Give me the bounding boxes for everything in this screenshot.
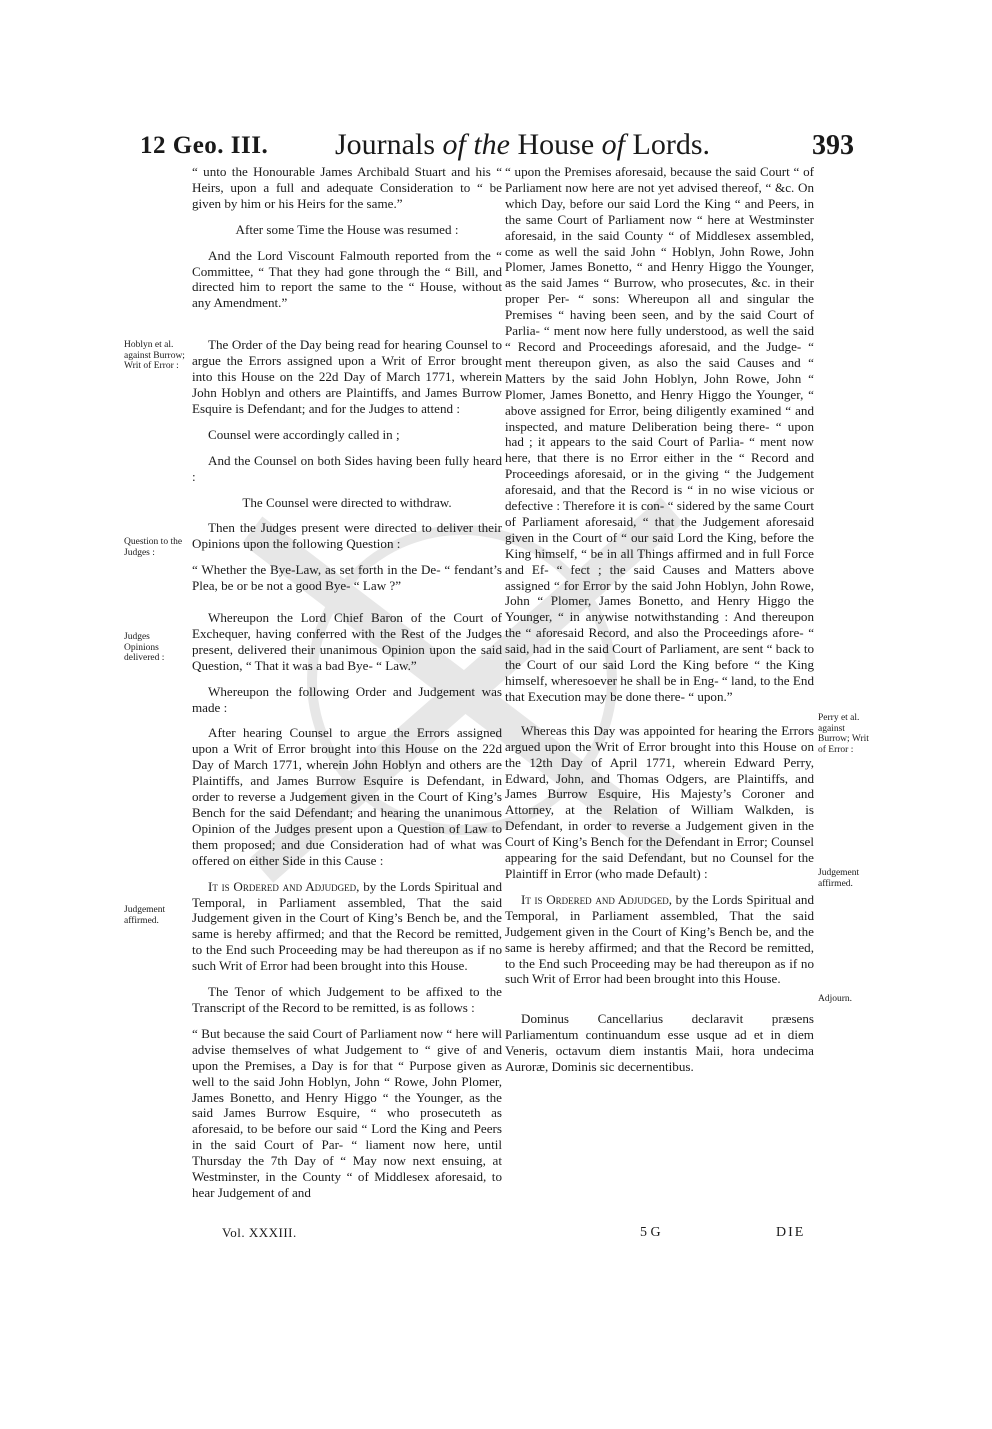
header-title-of-the: of the — [442, 128, 510, 161]
page-header — [0, 128, 992, 168]
left-para-3: And the Lord Viscount Falmouth reported from the “ Committee, “ That they had gone through the “ Bill, and directed him to report the same to the “ House, without any Amendment.” — [192, 247, 502, 311]
left-para-7: The Counsel were directed to withdraw. — [242, 494, 452, 510]
left-para-12: After hearing Counsel to argue the Errors assigned upon a Writ of Error brought into this House on the 22d Day of March 1771, wherein John Hoblyn and others are Plaintiffs, and James Burrow Esquire is Defendant, in order to reverse a Judgement given in the Court of King’s Bench for the said Defendant; and hearing the unanimous Opinion of the Judges present upon a Question of Law to them proposed; and due Consideration had of what was offered on either Side in this Cause : — [192, 725, 502, 868]
left-para-1: “ unto the Honourable James Archibald Stuart and his “ Heirs, upon a full and adequate Consideration to “ be given by him or his Heirs for the same.” — [192, 164, 502, 211]
margin-note-hoblyn: Hoblyn et al. against Burrow; Writ of Error : — [124, 340, 185, 371]
left-column — [192, 164, 502, 1211]
footer-volume: Vol. XXXIII. — [222, 1225, 297, 1240]
margin-note-adjourn: Adjourn. — [818, 994, 853, 1004]
header-title-of: of — [601, 128, 625, 161]
ordered-adjudged-left: It is Ordered and Adjudged — [208, 878, 357, 894]
left-para-8: Then the Judges present were directed to deliver their Opinions upon the following Question : — [192, 520, 502, 552]
left-para-13-text: , by the Lords Spiritual and Temporal, in Parliament assembled, That the said Judgement given in the Court of King’s Bench be, and the same is hereby affirmed; and that the Record be remitted, to the End such Proceeding may be had thereupon as if no such Writ of Error had been brought into this House. — [192, 878, 502, 974]
margin-note-judgement-right: Judgement affirmed. — [818, 868, 860, 889]
ordered-adjudged-right: It is Ordered and Adjudged — [521, 891, 669, 907]
left-para-2: After some Time the House was resumed : — [235, 221, 459, 237]
right-para-3 — [505, 892, 814, 987]
right-column — [505, 164, 814, 1085]
right-para-4: Dominus Cancellarius declaravit præsens Parliamentum continuandum esse usque ad et in diem Veneris, octavum diem instantis Maii, hora undecima Auroræ, Dominis sic decernentibus. — [505, 1011, 814, 1075]
left-para-13 — [192, 879, 502, 974]
left-para-15: “ But because the said Court of Parliament now “ here will advise themselves of what Judgement to “ give of and upon the Premises, a Day is for that “ Purpose given as well to the said John Hoblyn, John “ Rowe, John Plomer, James Bonetto, and Henry Higgo “ the Younger, as the said James Burrow Esquire, “ who prosecuteth as aforesaid, to be before our said “ Lord the King and Peers in the said Court of Par- “ liament now here, until Thursday the 7th Day of “ May now next ensuing, at Westminster, in the County “ of Middlesex aforesaid, to hear Judgement of and — [192, 1025, 502, 1200]
margin-note-judgement-left: Judgement affirmed. — [124, 905, 166, 926]
left-para-14: The Tenor of which Judgement to be affixed to the Transcript of the Record to be remitted, is as follows : — [192, 984, 502, 1015]
left-para-6: And the Counsel on both Sides having been fully heard : — [192, 452, 502, 484]
margin-note-perry: Perry et al. against Burrow; Writ of Error : — [818, 713, 869, 755]
left-para-9: “ Whether the Bye-Law, as set forth in the De- “ fendant’s Plea, be or be not a good Bye- “ Law ?” — [192, 562, 502, 594]
header-title-journals: Journals — [335, 128, 435, 161]
left-para-11: Whereupon the following Order and Judgement was made : — [192, 683, 502, 715]
left-para-5: Counsel were accordingly called in ; — [208, 426, 400, 442]
right-para-2: Whereas this Day was appointed for hearing the Errors argued upon the Writ of Error brought into this House on the 12th Day of April 1771, wherein Edward Perry, Edward, John, and Thomas Odgers, are Plaintiffs, and James Burrow Esquire, His Majesty’s Coroner and Attorney, at the Relation of William Walkden, is Defendant, in order to reverse a Judgement given in the Court of King’s Bench for the Defendant in Error; Counsel appearing for the said Defendant, but no Counsel for the Plaintiff in Error (who made Default) : — [505, 722, 814, 881]
footer-catchword: DIE — [776, 1225, 806, 1240]
page-number: 393 — [812, 130, 854, 161]
header-regnal-year: 12 Geo. III. — [140, 132, 269, 159]
right-para-1: “ upon the Premises aforesaid, because the said Court “ of Parliament now here are not yet advised thereof, “ &c. On which Day, before our said Lord the King “ and Peers, in the same Court of Parliament now “ here at Westminster aforesaid, in the said County “ of Middlesex assembled, come as well the said John “ Hoblyn, John Rowe, John Plomer, James Bonetto, “ and Henry Higgo the Younger, as the said James “ Burrow, who prosecutes, &c. in their proper Per- “ sons: Whereupon all and singular the Premises “ having been seen, and by the said Court of Parlia- “ ment now here fully understood, as well the said “ Record and Proceedings aforesaid, and the Judge- “ ment thereupon given, as also the said Causes and “ Matters by the said John Hoblyn, John Rowe, John “ Plomer, James Bonetto, and Henry Higgo the Younger, “ above assigned for Error, being diligently examined “ and inspected, and mature Deliberation being there- “ upon had ; it appears to the said Court of Parlia- “ ment now here, that there is no Error either in the “ Record and Proceedings aforesaid, or in the giving “ the Judgement aforesaid, and that the Record is “ in no wise vicious or defective : Therefore it is con- “ sidered by the same Court of Parliament aforesaid, “ that the Judgement aforesaid given in the Court of “ our said Lord the King, before the King himself, “ be in all Things affirmed and in full Force and Ef- “ fect ; the said Causes and Matters above assigned “ for Error by the said John Hoblyn, John Rowe, John “ Plomer, James Bonetto, and Henry Higgo the Younger, “ in anywise notwithstanding : And thereupon the “ aforesaid Record, and also the Proceedings afore- “ said, had in the said Court of Parliament, are sent “ back to the Court of our said Lord the King before “ the King himself, wheresoever he shall be in Eng- “ land, to the End that Execution may be done there- “ upon.” — [505, 164, 814, 704]
right-para-3-text: , by the Lords Spiritual and Temporal, in Parliament assembled, That the said Judgement given in the Court of King’s Bench be, and the same is hereby affirmed; and that the Record be remitted, to the End such Proceeding may be had thereupon as if no such Writ of Error had been brought into this House. — [505, 891, 814, 987]
left-para-4: The Order of the Day being read for hearing Counsel to argue the Errors assigned upon a Writ of Error brought into this House on the 22d Day of March 1771, wherein John Hoblyn and others are Plaintiffs, and James Burrow Esquire is Defendant; and for the Judges to attend : — [192, 337, 502, 416]
header-title-lords: Lords. — [632, 128, 710, 161]
header-title-house: House — [517, 128, 595, 161]
header-title — [335, 128, 710, 162]
margin-note-question: Question to the Judges : — [124, 537, 183, 558]
margin-note-opinion: Judges Opinions delivered : — [124, 632, 165, 663]
footer-signature: 5 G — [640, 1225, 661, 1240]
left-para-10: Whereupon the Lord Chief Baron of the Court of Exchequer, having conferred with the Rest of the Judges present, delivered their unanimous Opinion upon the said Question, “ That it was a bad Bye- “ Law.” — [192, 610, 502, 673]
